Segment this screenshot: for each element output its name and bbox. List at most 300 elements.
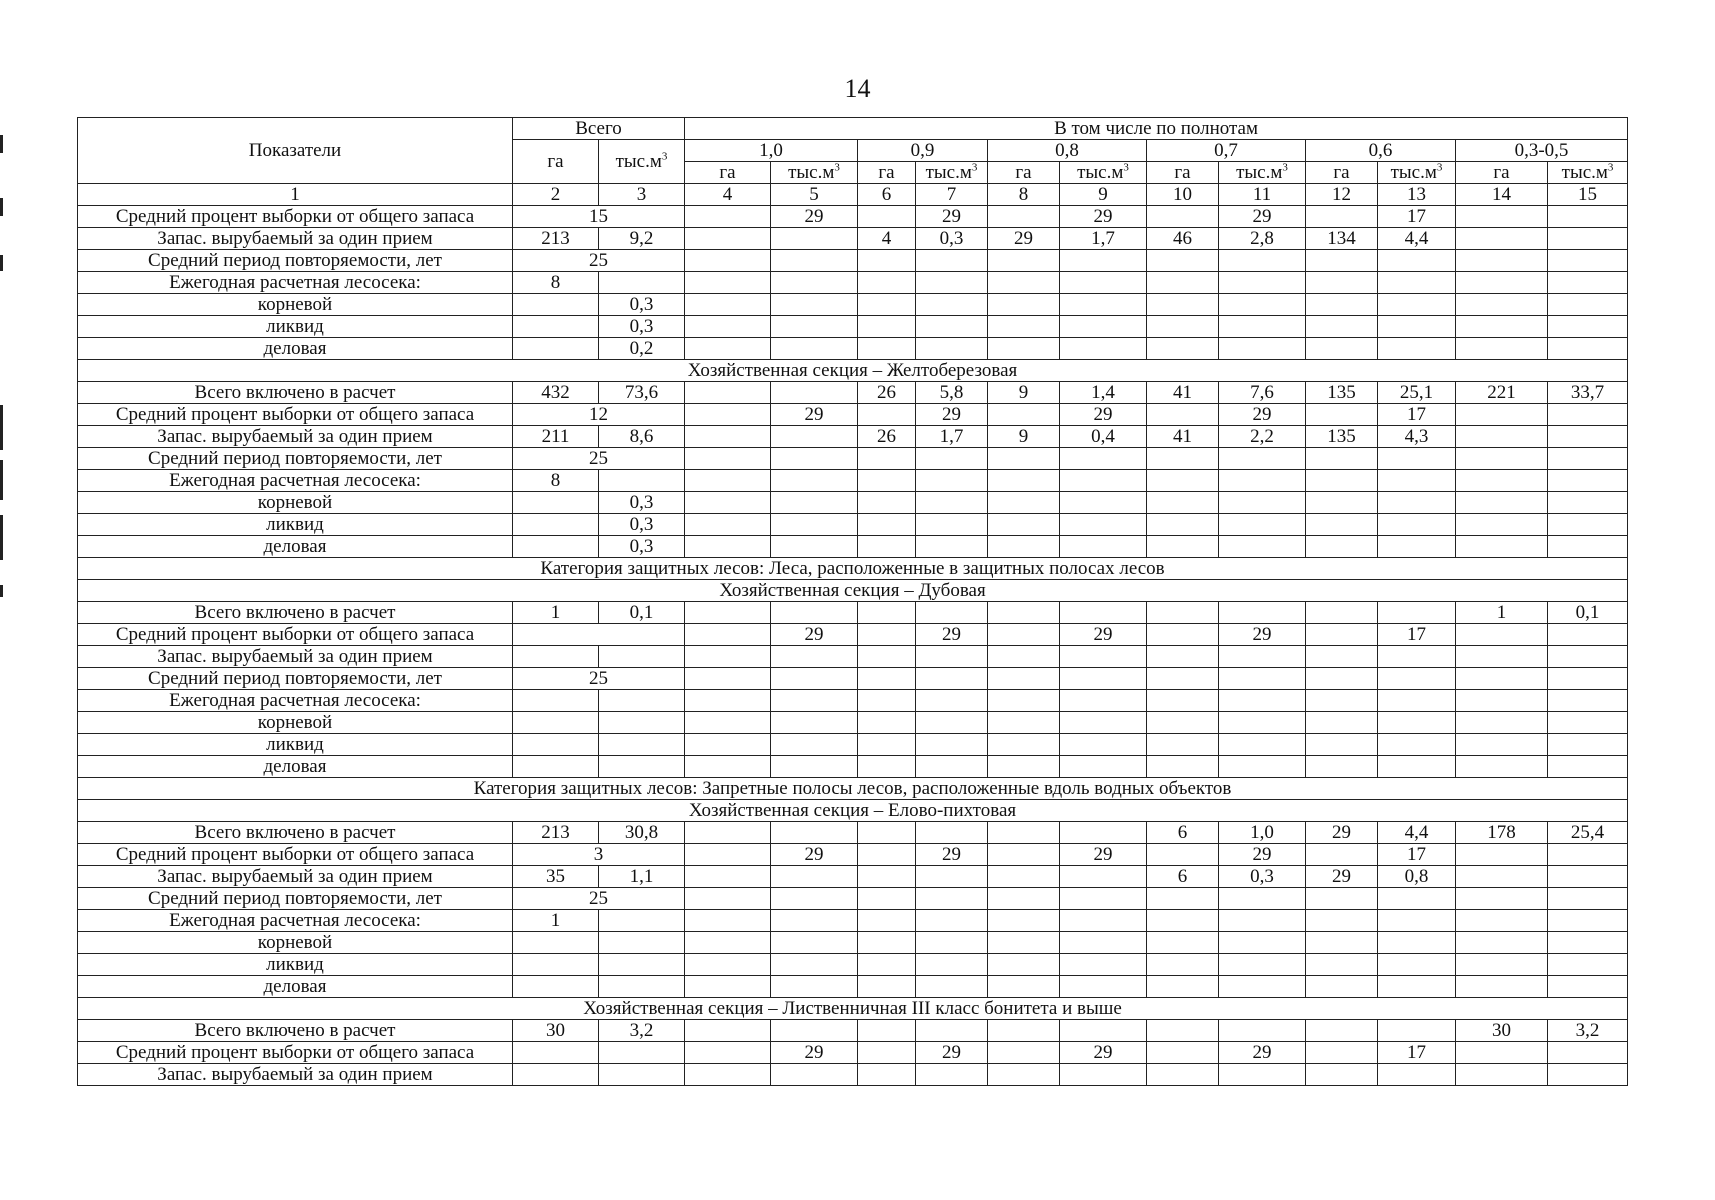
row-label: Средний период повторяемости, лет — [78, 888, 513, 910]
table-cell — [1219, 470, 1306, 492]
table-cell — [1306, 404, 1378, 426]
table-cell — [1378, 470, 1456, 492]
column-number: 4 — [685, 184, 771, 206]
table-cell — [1456, 866, 1548, 888]
table-cell — [685, 206, 771, 228]
table-cell — [771, 1020, 858, 1042]
table-cell: 29 — [1219, 844, 1306, 866]
table-cell — [685, 382, 771, 404]
table-cell — [771, 228, 858, 250]
table-cell: 213 — [513, 822, 599, 844]
table-row — [78, 668, 1628, 690]
table-cell: 29 — [916, 206, 988, 228]
table-cell — [513, 932, 599, 954]
table-cell — [685, 888, 771, 910]
table-cell: 29 — [1219, 1042, 1306, 1064]
table-cell — [916, 316, 988, 338]
table-cell — [1147, 1020, 1219, 1042]
table-cell — [858, 470, 916, 492]
table-cell — [685, 294, 771, 316]
table-cell — [599, 712, 685, 734]
table-cell: 46 — [1147, 228, 1219, 250]
table-cell — [771, 866, 858, 888]
table-cell — [1060, 976, 1147, 998]
table-cell — [513, 316, 599, 338]
table-cell — [1548, 888, 1628, 910]
row-label: ликвид — [78, 734, 513, 756]
table-cell: 33,7 — [1548, 382, 1628, 404]
row-label: Запас. вырубаемый за один прием — [78, 866, 513, 888]
table-cell — [916, 668, 988, 690]
table-cell: 1,7 — [916, 426, 988, 448]
table-cell — [988, 470, 1060, 492]
table-cell — [1306, 448, 1378, 470]
table-cell — [1548, 690, 1628, 712]
table-cell — [916, 448, 988, 470]
table-cell — [1306, 712, 1378, 734]
table-cell — [858, 1064, 916, 1086]
table-cell — [858, 1042, 916, 1064]
table-row — [78, 206, 1628, 228]
table-cell — [1456, 426, 1548, 448]
table-cell: 2,2 — [1219, 426, 1306, 448]
section-title: Хозяйственная секция – Лиственничная III класс бонитета и выше — [78, 998, 1628, 1020]
table-cell — [1060, 712, 1147, 734]
table-cell — [1219, 668, 1306, 690]
table-cell — [1060, 888, 1147, 910]
table-cell: 29 — [771, 404, 858, 426]
table-cell — [1219, 910, 1306, 932]
table-row — [78, 712, 1628, 734]
table-cell — [1306, 932, 1378, 954]
table-cell — [1147, 756, 1219, 778]
table-cell — [1378, 514, 1456, 536]
table-cell — [1060, 756, 1147, 778]
table-cell — [771, 294, 858, 316]
table-cell — [1456, 954, 1548, 976]
row-label: Всего включено в расчет — [78, 1020, 513, 1042]
table-row — [78, 448, 1628, 470]
table-cell — [1306, 316, 1378, 338]
table-cell — [1060, 250, 1147, 272]
table-cell — [1456, 756, 1548, 778]
table-cell — [513, 492, 599, 514]
table-cell: 0,2 — [599, 338, 685, 360]
table-cell — [1456, 206, 1548, 228]
table-cell — [1306, 536, 1378, 558]
header-total: Всего — [513, 118, 685, 140]
table-cell — [858, 888, 916, 910]
table-cell — [1060, 470, 1147, 492]
table-row — [78, 1020, 1628, 1042]
table-cell — [1306, 514, 1378, 536]
table-cell — [771, 712, 858, 734]
table-cell — [1060, 954, 1147, 976]
table-cell — [988, 272, 1060, 294]
table-cell — [771, 910, 858, 932]
table-cell — [1548, 954, 1628, 976]
table-cell — [685, 910, 771, 932]
table-cell — [988, 250, 1060, 272]
table-cell — [1219, 272, 1306, 294]
section-row — [78, 580, 1628, 602]
table-cell — [771, 272, 858, 294]
table-cell: 29 — [1306, 866, 1378, 888]
table-cell — [916, 294, 988, 316]
row-label: Запас. вырубаемый за один прием — [78, 228, 513, 250]
row-label: Средний период повторяемости, лет — [78, 448, 513, 470]
table-cell — [599, 976, 685, 998]
table-cell: 1 — [1456, 602, 1548, 624]
table-cell — [988, 404, 1060, 426]
row-label: Средний процент выборки от общего запаса — [78, 1042, 513, 1064]
table-cell — [685, 624, 771, 646]
table-cell — [771, 492, 858, 514]
table-cell — [1147, 602, 1219, 624]
table-cell — [858, 404, 916, 426]
table-cell — [1219, 976, 1306, 998]
row-label: корневой — [78, 712, 513, 734]
table-cell — [1306, 206, 1378, 228]
table-cell — [1060, 338, 1147, 360]
table-cell: 29 — [1060, 624, 1147, 646]
table-cell — [1060, 448, 1147, 470]
table-cell — [513, 338, 599, 360]
table-cell: 213 — [513, 228, 599, 250]
row-label: Ежегодная расчетная лесосека: — [78, 910, 513, 932]
table-cell — [1306, 624, 1378, 646]
table-cell — [771, 646, 858, 668]
table-cell — [988, 690, 1060, 712]
table-cell — [1548, 712, 1628, 734]
header-unit-volume: $тыс.м^3$ — [1548, 162, 1628, 184]
table-cell — [1306, 910, 1378, 932]
table-cell — [988, 514, 1060, 536]
table-cell — [1060, 822, 1147, 844]
header-unit-ha: га — [1456, 162, 1548, 184]
table-cell — [685, 514, 771, 536]
table-cell — [599, 1042, 685, 1064]
header-unit-volume: $тыс.м^3$ — [1060, 162, 1147, 184]
table-cell: 134 — [1306, 228, 1378, 250]
column-number: 1 — [78, 184, 513, 206]
table-cell — [916, 250, 988, 272]
table-cell — [1147, 690, 1219, 712]
table-cell: 0,3 — [599, 316, 685, 338]
table-cell — [1456, 888, 1548, 910]
table-cell — [988, 756, 1060, 778]
table-cell — [1147, 250, 1219, 272]
table-cell — [1147, 624, 1219, 646]
table-cell — [1219, 536, 1306, 558]
table-cell — [685, 250, 771, 272]
table-cell — [1548, 294, 1628, 316]
table-cell — [916, 602, 988, 624]
table-cell — [1456, 294, 1548, 316]
table-cell — [771, 426, 858, 448]
table-cell — [1456, 228, 1548, 250]
column-number: 6 — [858, 184, 916, 206]
table-cell — [858, 272, 916, 294]
table-cell — [1378, 954, 1456, 976]
table-cell: 0,1 — [599, 602, 685, 624]
table-cell: 8 — [513, 470, 599, 492]
table-cell — [1378, 712, 1456, 734]
table-cell: 0,3 — [1219, 866, 1306, 888]
table-cell — [1378, 734, 1456, 756]
table-cell — [1060, 866, 1147, 888]
table-cell — [916, 338, 988, 360]
table-cell — [858, 844, 916, 866]
table-cell — [988, 822, 1060, 844]
table-cell — [771, 932, 858, 954]
section-row — [78, 998, 1628, 1020]
table-cell — [1306, 294, 1378, 316]
table-cell — [771, 822, 858, 844]
table-cell — [1219, 316, 1306, 338]
table-cell — [916, 514, 988, 536]
table-cell — [858, 250, 916, 272]
table-row — [78, 602, 1628, 624]
table-cell — [1147, 932, 1219, 954]
table-row — [78, 624, 1628, 646]
table-cell — [916, 756, 988, 778]
table-cell — [1306, 976, 1378, 998]
table-cell — [1306, 338, 1378, 360]
table-cell: 29 — [1060, 844, 1147, 866]
table-row — [78, 250, 1628, 272]
table-cell — [1456, 404, 1548, 426]
table-cell — [685, 668, 771, 690]
table-cell — [771, 668, 858, 690]
forest-calculation-table — [77, 117, 1628, 1086]
table-cell — [1306, 756, 1378, 778]
table-cell — [988, 866, 1060, 888]
table-cell — [1456, 272, 1548, 294]
header-unit-volume: $тыс.м^3$ — [916, 162, 988, 184]
table-cell: 9,2 — [599, 228, 685, 250]
table-cell: 29 — [916, 404, 988, 426]
table-cell — [1219, 932, 1306, 954]
table-row — [78, 228, 1628, 250]
table-row — [78, 1064, 1628, 1086]
table-cell — [685, 756, 771, 778]
table-cell — [513, 734, 599, 756]
table-cell — [858, 294, 916, 316]
header-density-5: 0,6 — [1306, 140, 1456, 162]
table-cell — [1378, 910, 1456, 932]
table-row — [78, 426, 1628, 448]
table-cell — [513, 1042, 599, 1064]
section-title: Хозяйственная секция – Желтоберезовая — [78, 360, 1628, 382]
row-label: деловая — [78, 338, 513, 360]
table-cell: 29 — [916, 1042, 988, 1064]
table-cell — [771, 448, 858, 470]
row-label: Средний процент выборки от общего запаса — [78, 844, 513, 866]
table-cell — [599, 690, 685, 712]
table-cell — [771, 690, 858, 712]
table-cell — [858, 646, 916, 668]
header-total-volume: $тыс.м^3$ — [599, 140, 685, 184]
table-cell — [513, 954, 599, 976]
table-cell: 25,4 — [1548, 822, 1628, 844]
table-cell: 9 — [988, 426, 1060, 448]
table-row — [78, 690, 1628, 712]
table-cell — [1456, 668, 1548, 690]
table-cell — [1147, 536, 1219, 558]
table-cell — [1378, 536, 1456, 558]
header-column-numbers — [78, 184, 1628, 206]
table-cell — [988, 910, 1060, 932]
table-cell: 29 — [1219, 206, 1306, 228]
table-row — [78, 338, 1628, 360]
table-cell: 0,1 — [1548, 602, 1628, 624]
table-cell — [599, 272, 685, 294]
table-cell — [685, 954, 771, 976]
table-cell: 8 — [513, 272, 599, 294]
table-cell — [858, 316, 916, 338]
table-cell: 135 — [1306, 382, 1378, 404]
table-cell — [1456, 536, 1548, 558]
table-cell — [1378, 976, 1456, 998]
table-cell: 29 — [1060, 404, 1147, 426]
table-cell: 12 — [513, 404, 685, 426]
table-cell — [1548, 646, 1628, 668]
table-cell — [1147, 404, 1219, 426]
table-cell — [1060, 1020, 1147, 1042]
table-cell — [988, 712, 1060, 734]
table-cell — [599, 756, 685, 778]
row-label: Запас. вырубаемый за один прием — [78, 1064, 513, 1086]
table-cell — [916, 976, 988, 998]
table-cell: 1,4 — [1060, 382, 1147, 404]
section-row — [78, 558, 1628, 580]
table-cell — [685, 932, 771, 954]
table-cell: 25 — [513, 250, 685, 272]
table-cell — [771, 602, 858, 624]
table-cell — [771, 954, 858, 976]
column-number: 10 — [1147, 184, 1219, 206]
table-cell: 29 — [771, 1042, 858, 1064]
table-cell — [771, 756, 858, 778]
table-cell — [599, 470, 685, 492]
table-cell — [771, 470, 858, 492]
table-cell — [599, 954, 685, 976]
table-cell: 4 — [858, 228, 916, 250]
table-cell: 211 — [513, 426, 599, 448]
table-row — [78, 294, 1628, 316]
table-cell — [1060, 690, 1147, 712]
table-cell — [1548, 536, 1628, 558]
row-label: Средний процент выборки от общего запаса — [78, 624, 513, 646]
table-cell — [1456, 976, 1548, 998]
table-cell — [1219, 448, 1306, 470]
table-cell: 41 — [1147, 382, 1219, 404]
table-cell — [1548, 668, 1628, 690]
table-cell: 0,4 — [1060, 426, 1147, 448]
table-row — [78, 822, 1628, 844]
table-cell — [685, 602, 771, 624]
table-cell — [916, 470, 988, 492]
row-label: Ежегодная расчетная лесосека: — [78, 690, 513, 712]
table-cell — [1147, 844, 1219, 866]
table-cell — [1060, 602, 1147, 624]
table-cell — [1456, 338, 1548, 360]
table-cell — [988, 1020, 1060, 1042]
table-cell — [916, 690, 988, 712]
column-number: 5 — [771, 184, 858, 206]
table-cell — [1060, 492, 1147, 514]
table-cell: 1,7 — [1060, 228, 1147, 250]
row-label: деловая — [78, 756, 513, 778]
table-cell — [988, 844, 1060, 866]
table-cell: 25 — [513, 448, 685, 470]
table-cell — [1378, 272, 1456, 294]
table-cell — [1306, 470, 1378, 492]
table-cell — [1147, 492, 1219, 514]
table-cell — [1548, 338, 1628, 360]
table-cell — [916, 822, 988, 844]
table-cell — [1219, 756, 1306, 778]
table-cell — [916, 888, 988, 910]
table-cell — [916, 712, 988, 734]
table-cell — [858, 866, 916, 888]
table-cell — [988, 734, 1060, 756]
table-cell — [685, 690, 771, 712]
table-cell: 4,4 — [1378, 822, 1456, 844]
table-cell — [1147, 338, 1219, 360]
table-row — [78, 910, 1628, 932]
table-cell — [1219, 646, 1306, 668]
row-label: Всего включено в расчет — [78, 822, 513, 844]
table-cell: 17 — [1378, 624, 1456, 646]
table-cell — [1378, 888, 1456, 910]
table-cell — [988, 646, 1060, 668]
table-cell — [1548, 228, 1628, 250]
table-cell: 29 — [1060, 1042, 1147, 1064]
row-label: Всего включено в расчет — [78, 602, 513, 624]
table-cell: 1,0 — [1219, 822, 1306, 844]
table-row — [78, 492, 1628, 514]
table-row — [78, 866, 1628, 888]
header-density-3: 0,8 — [988, 140, 1147, 162]
table-cell — [988, 294, 1060, 316]
table-cell — [1147, 514, 1219, 536]
table-cell: 15 — [513, 206, 685, 228]
table-cell — [685, 426, 771, 448]
header-unit-ha: га — [1306, 162, 1378, 184]
table-cell — [1548, 470, 1628, 492]
table-cell — [685, 536, 771, 558]
page-number: 14 — [844, 74, 871, 103]
table-cell — [1456, 624, 1548, 646]
table-cell — [1548, 250, 1628, 272]
section-title: Хозяйственная секция – Дубовая — [78, 580, 1628, 602]
table-cell: 17 — [1378, 404, 1456, 426]
table-cell — [1378, 1020, 1456, 1042]
table-row — [78, 844, 1628, 866]
table-row — [78, 932, 1628, 954]
table-cell — [988, 206, 1060, 228]
table-cell — [513, 294, 599, 316]
table-cell — [1147, 470, 1219, 492]
table-cell — [916, 492, 988, 514]
table-cell: 4,3 — [1378, 426, 1456, 448]
table-cell — [858, 492, 916, 514]
table-cell — [1548, 426, 1628, 448]
table-cell — [685, 1064, 771, 1086]
table-cell — [1456, 690, 1548, 712]
